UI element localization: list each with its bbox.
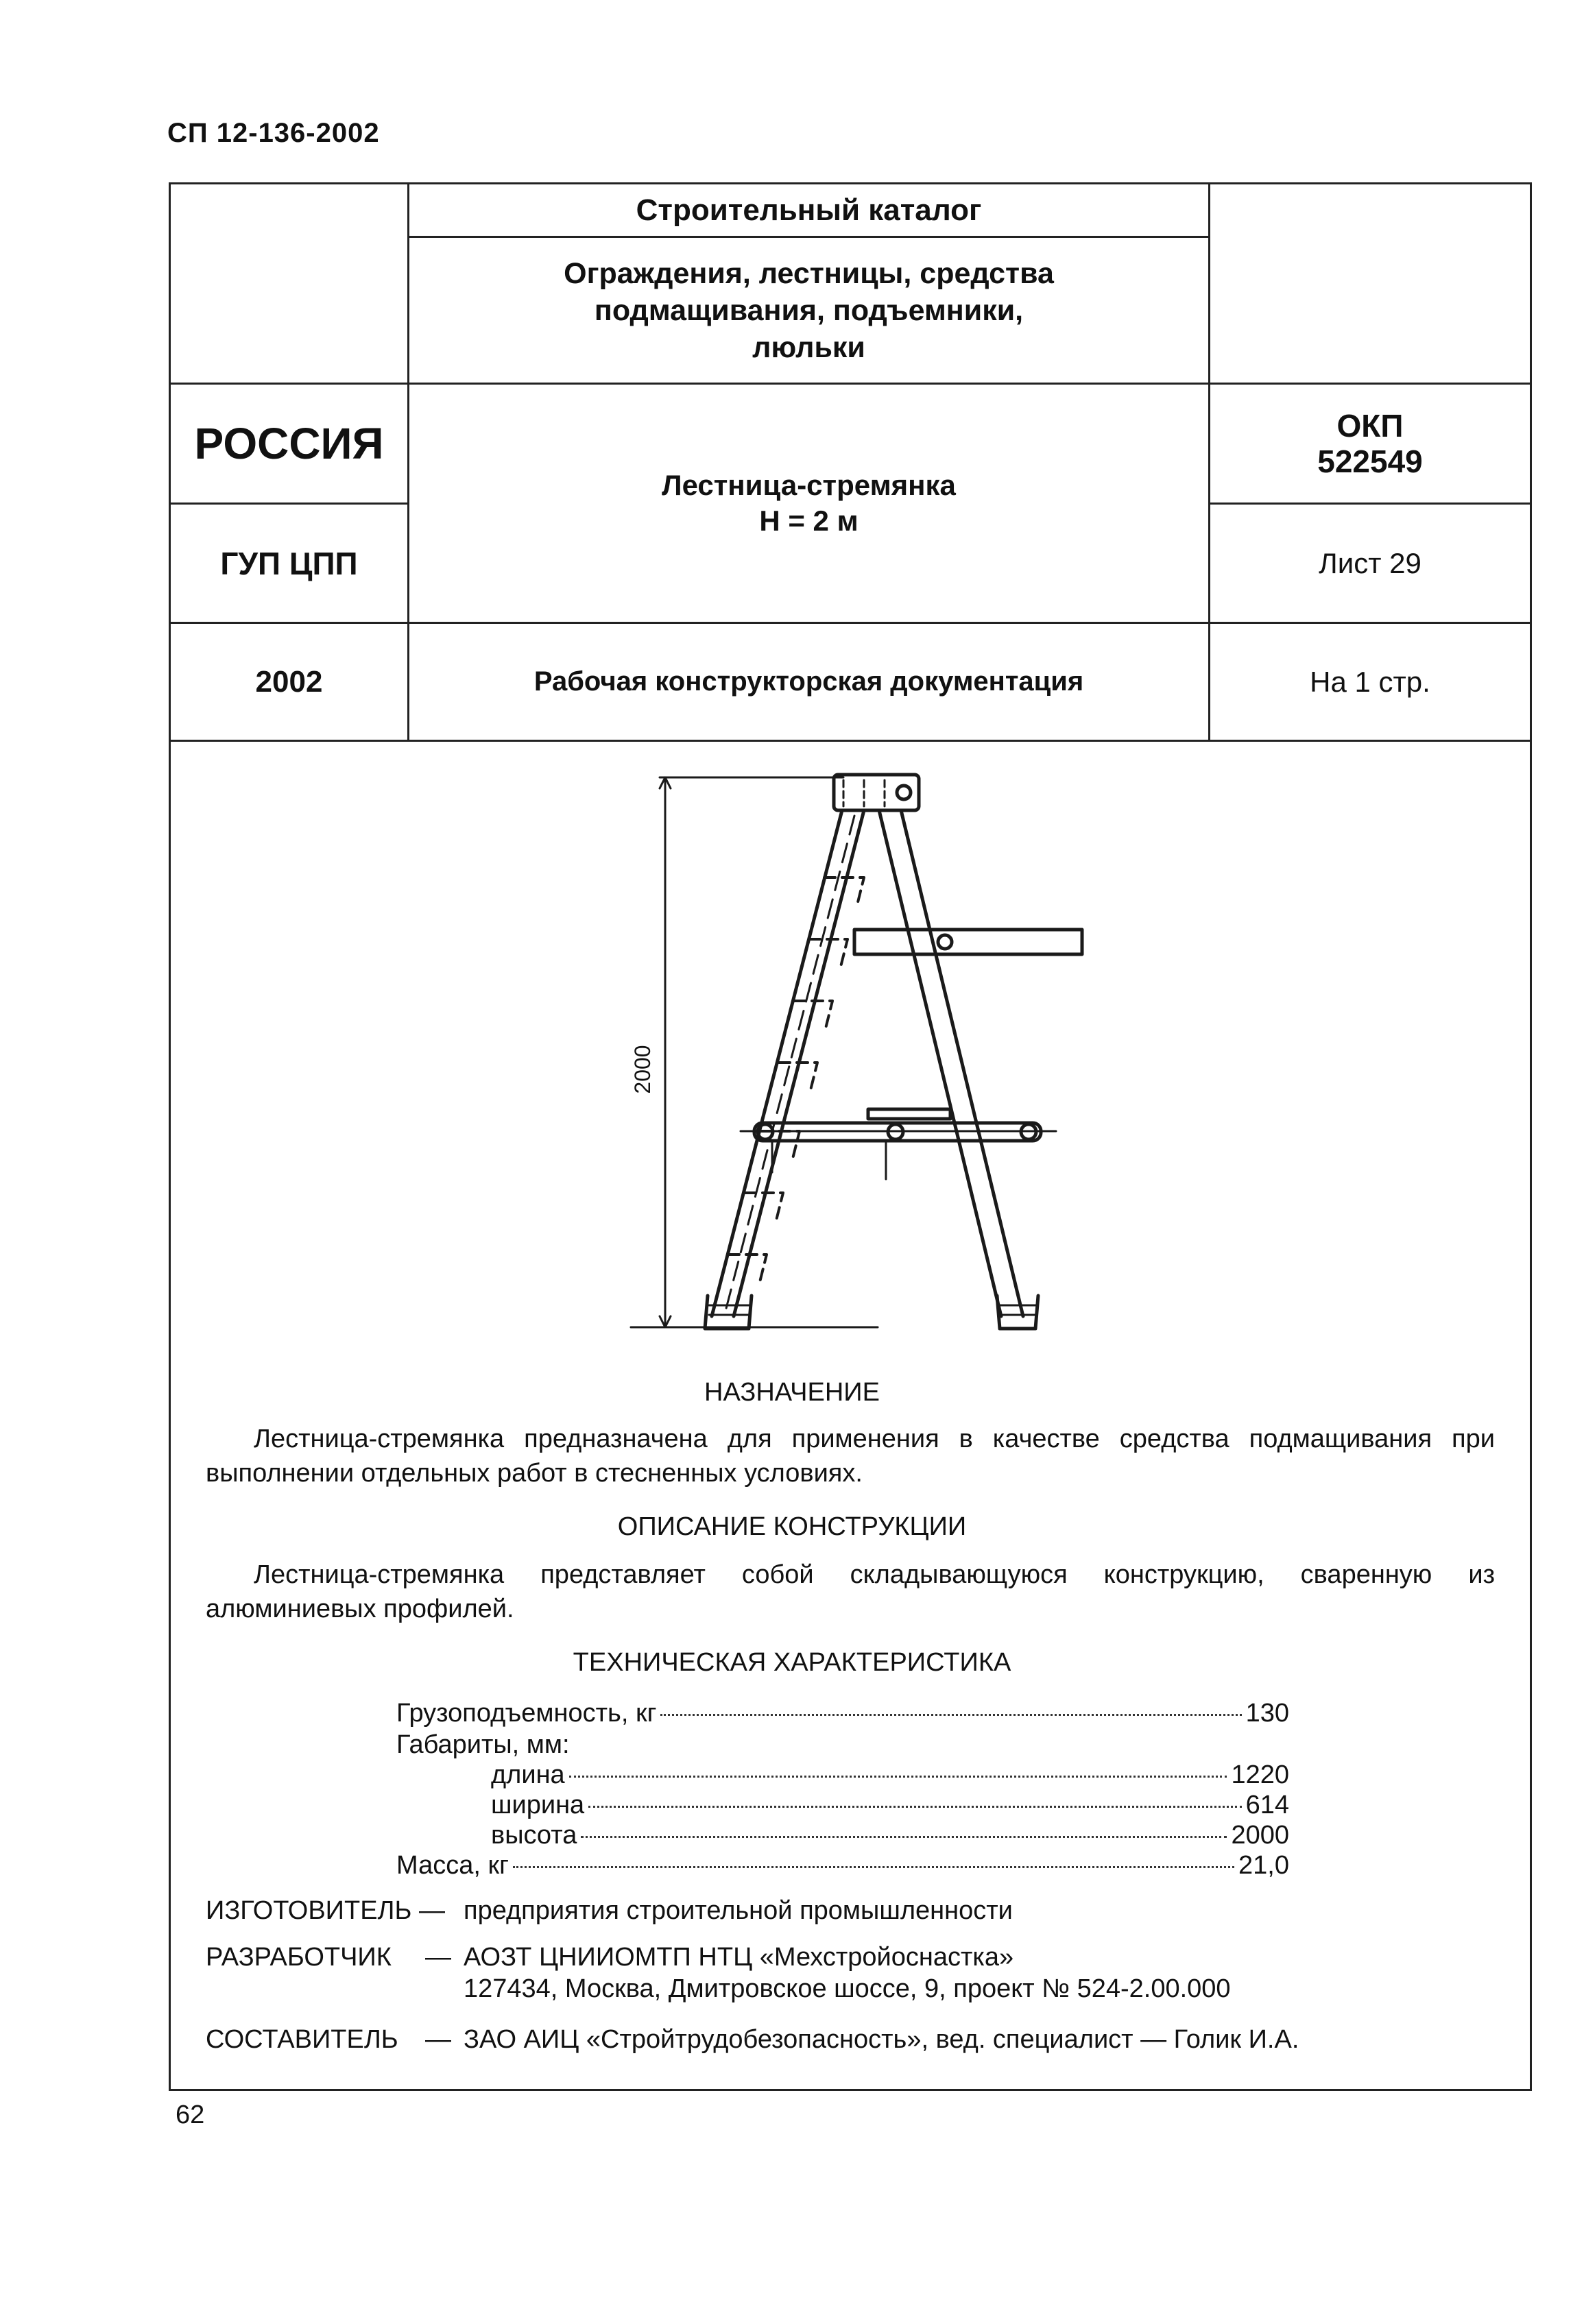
spec-capacity-label: Грузоподъемность, кг — [396, 1699, 657, 1728]
okp-label: ОКП — [1336, 408, 1404, 444]
spec-dimensions — [396, 1729, 570, 1760]
compiler-label: СОСТАВИТЕЛЬ — [206, 2025, 398, 2054]
developer: АОЗТ ЦНИИОМТП НТЦ «Мехстройоснастка» — [464, 1943, 1014, 1972]
spec-length — [491, 1759, 1289, 1791]
okp-code: 522549 — [1317, 444, 1423, 479]
design-heading: ОПИСАНИЕ КОНСТРУКЦИИ — [617, 1512, 967, 1541]
page-number: 62 — [176, 2101, 205, 2129]
specs-heading: ТЕХНИЧЕСКАЯ ХАРАКТЕРИСТИКА — [573, 1648, 1011, 1677]
design-text: Лестница-стремянка представляет собой складывающуюся конструкцию, сваренную из алюминиевых профилей. — [206, 1560, 1495, 1623]
spec-width-label: ширина — [491, 1791, 585, 1819]
product-height: Н = 2 м — [759, 505, 859, 537]
spec-dimensions-label: Габариты, мм: — [396, 1730, 570, 1759]
spec-length-value: 1220 — [1231, 1760, 1289, 1789]
page-count: На 1 стр. — [1310, 665, 1430, 698]
purpose-heading: НАЗНАЧЕНИЕ — [704, 1378, 880, 1407]
compiler: ЗАО АИЦ «Стройтрудобезопасность», вед. специалист — Голик И.А. — [464, 2025, 1299, 2054]
developer-address: 127434, Москва, Дмитровское шоссе, 9, проект № 524-2.00.000 — [464, 1974, 1231, 2003]
spec-width — [491, 1789, 1289, 1821]
manufacturer-label: ИЗГОТОВИТЕЛЬ — — [206, 1896, 445, 1925]
spec-height — [491, 1819, 1289, 1851]
product-name: Лестница-стремянка — [662, 469, 956, 501]
developer-label: РАЗРАБОТЧИК — [206, 1943, 392, 1972]
sheet-number: Лист 29 — [1319, 546, 1421, 579]
okp-block — [1210, 385, 1530, 503]
spec-capacity-value: 130 — [1245, 1699, 1289, 1728]
organization: ГУП ЦПП — [220, 545, 358, 581]
spec-capacity — [396, 1697, 1289, 1729]
spec-height-label: высота — [491, 1821, 577, 1850]
year: 2002 — [255, 664, 323, 699]
product-title — [409, 385, 1208, 622]
catalog-section: Ограждения, лестницы, средства подмащивания, подъемники, люльки — [564, 256, 1054, 364]
purpose-text: Лестница-стремянка предназначена для применения в качестве средства подмащивания при выполнении отдельных работ в стесненных условиях. — [206, 1425, 1495, 1488]
doc-type: Рабочая конструкторская документация — [533, 666, 1084, 697]
dimension-label: 2000 — [630, 1045, 655, 1094]
document-code: СП 12-136-2002 — [167, 118, 380, 148]
ladder-drawing — [617, 768, 1138, 1357]
manufacturer: предприятия строительной промышленности — [464, 1896, 1013, 1925]
spec-mass-label: Масса, кг — [396, 1851, 509, 1880]
spec-width-value: 614 — [1245, 1791, 1289, 1819]
developer-dash: — — [425, 1943, 451, 1972]
rule-body — [171, 740, 1530, 742]
spec-height-value: 2000 — [1231, 1821, 1289, 1850]
catalog-title: Строительный каталог — [636, 193, 982, 227]
compiler-dash: — — [425, 2025, 451, 2054]
country: РОССИЯ — [194, 419, 384, 468]
spec-mass-value: 21,0 — [1238, 1851, 1289, 1880]
spec-mass — [396, 1850, 1289, 1881]
spec-length-label: длина — [491, 1760, 565, 1789]
